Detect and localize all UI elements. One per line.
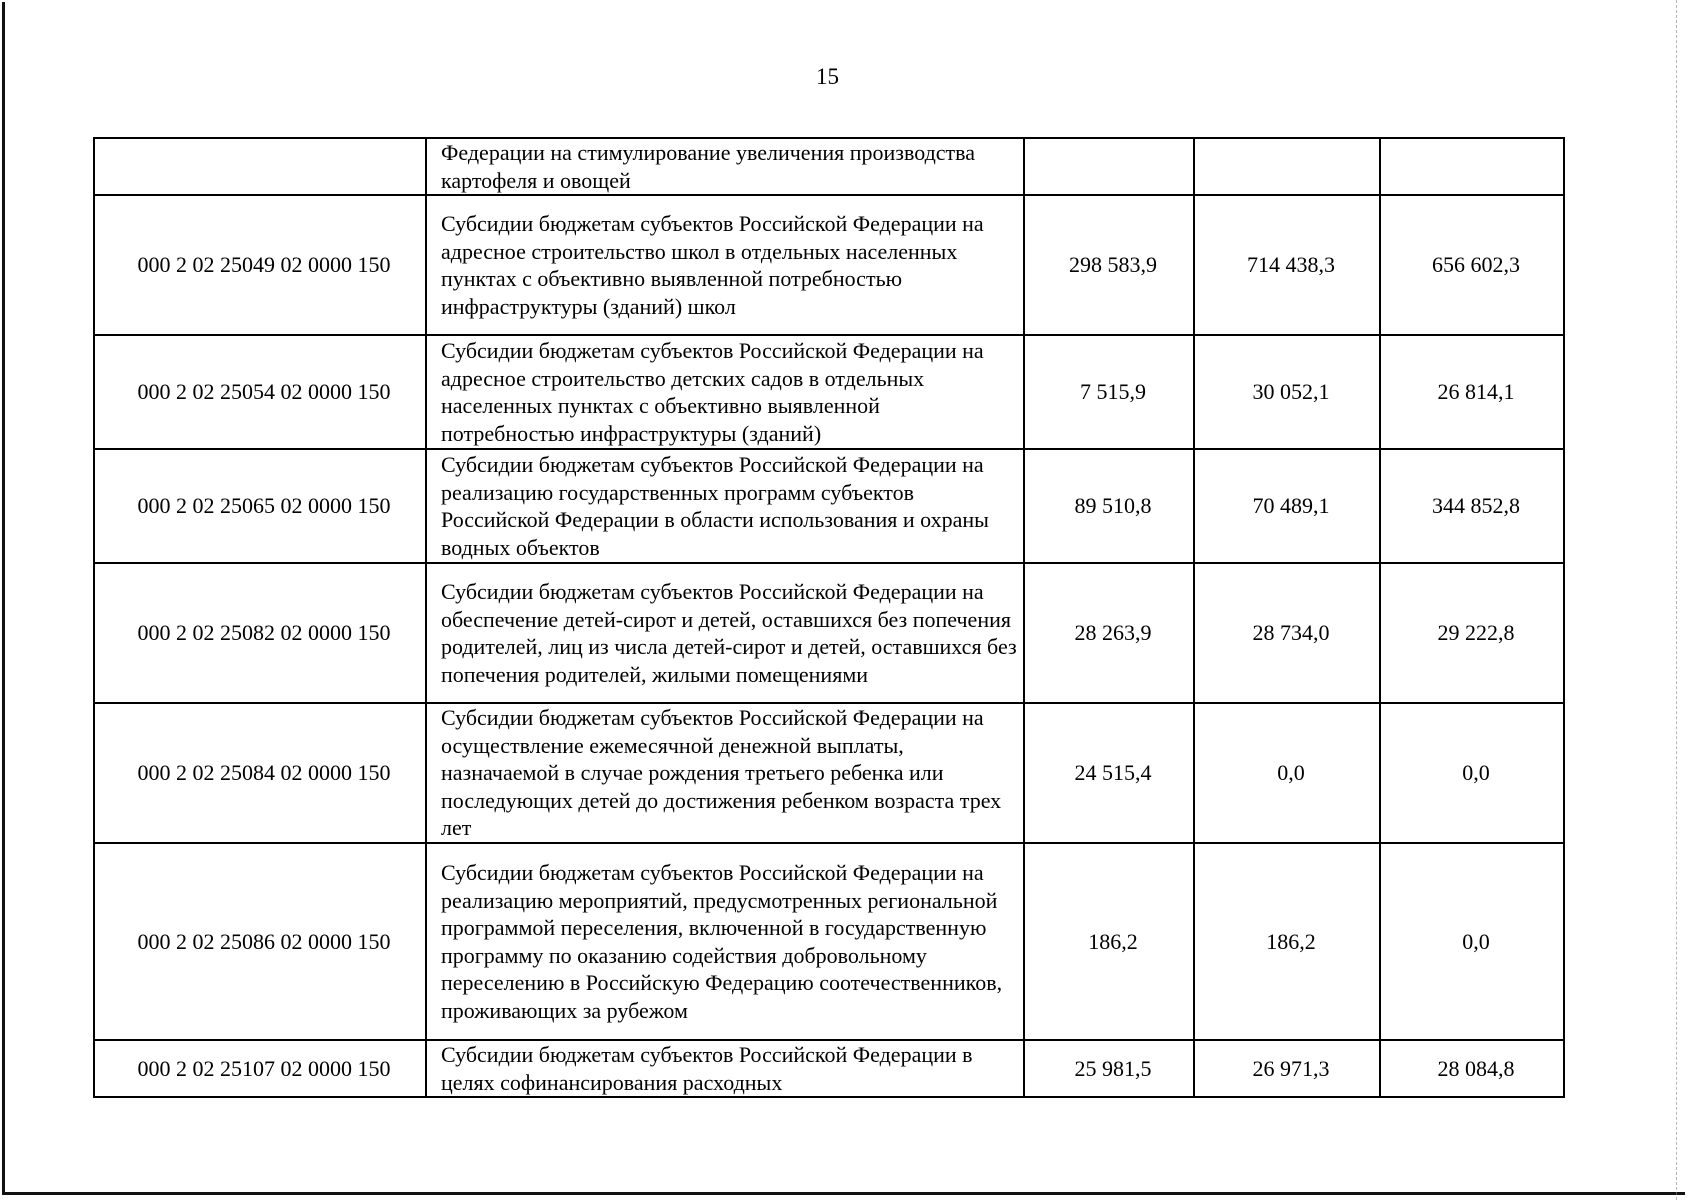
value-cell-3: 0,0: [1380, 703, 1564, 843]
page-number: 15: [816, 64, 839, 89]
value-cell-1: 186,2: [1024, 843, 1194, 1040]
description-cell: Субсидии бюджетам субъектов Российской Федерации на адресное строительство детских садов в отдельных населенных пунктах с объективно выявленной потребностью инфраструктуры (зданий): [426, 335, 1024, 449]
value-cell-3: 0,0: [1380, 843, 1564, 1040]
budget-code-cell: 000 2 02 25082 02 0000 150: [94, 563, 426, 703]
value-cell-3: 344 852,8: [1380, 449, 1564, 563]
value-cell-1: [1024, 138, 1194, 195]
description-cell: Субсидии бюджетам субъектов Российской Федерации на реализацию мероприятий, предусмотренных региональной программой переселения, включенной в государственную программу по оказанию содействия добровольному переселению в Российскую Федерацию соотечественников, проживающих за рубежом: [426, 843, 1024, 1040]
description-cell: Федерации на стимулирование увеличения производства картофеля и овощей: [426, 138, 1024, 195]
value-cell-2: 28 734,0: [1194, 563, 1380, 703]
value-cell-2: 30 052,1: [1194, 335, 1380, 449]
value-cell-1: 28 263,9: [1024, 563, 1194, 703]
budget-code-cell: 000 2 02 25065 02 0000 150: [94, 449, 426, 563]
value-cell-2: [1194, 138, 1380, 195]
value-cell-1: 24 515,4: [1024, 703, 1194, 843]
budget-code-cell: [94, 138, 426, 195]
value-cell-3: 656 602,3: [1380, 195, 1564, 335]
table-row: [94, 138, 1564, 195]
value-cell-1: 25 981,5: [1024, 1040, 1194, 1097]
value-cell-2: 0,0: [1194, 703, 1380, 843]
budget-code-cell: 000 2 02 25086 02 0000 150: [94, 843, 426, 1040]
value-cell-2: 26 971,3: [1194, 1040, 1380, 1097]
budget-code-cell: 000 2 02 25049 02 0000 150: [94, 195, 426, 335]
budget-code-cell: 000 2 02 25084 02 0000 150: [94, 703, 426, 843]
description-cell: Субсидии бюджетам субъектов Российской Федерации на адресное строительство школ в отдельных населенных пунктах с объективно выявленной потребностью инфраструктуры (зданий) школ: [426, 195, 1024, 335]
table-row: [94, 1040, 1564, 1097]
scan-edge-line: [1676, 0, 1677, 1200]
value-cell-1: 89 510,8: [1024, 449, 1194, 563]
table-row: [94, 195, 1564, 335]
value-cell-2: 70 489,1: [1194, 449, 1380, 563]
value-cell-1: 298 583,9: [1024, 195, 1194, 335]
description-cell: Субсидии бюджетам субъектов Российской Федерации на реализацию государственных программ субъектов Российской Федерации в области использования и охраны водных объектов: [426, 449, 1024, 563]
value-cell-2: 714 438,3: [1194, 195, 1380, 335]
table-row: [94, 563, 1564, 703]
value-cell-3: 29 222,8: [1380, 563, 1564, 703]
value-cell-3: 26 814,1: [1380, 335, 1564, 449]
budget-table: [93, 137, 1565, 1098]
budget-code-cell: 000 2 02 25054 02 0000 150: [94, 335, 426, 449]
value-cell-1: 7 515,9: [1024, 335, 1194, 449]
value-cell-3: [1380, 138, 1564, 195]
description-cell: Субсидии бюджетам субъектов Российской Федерации в целях софинансирования расходных: [426, 1040, 1024, 1097]
table-row: [94, 335, 1564, 449]
table-row: [94, 703, 1564, 843]
table-row: [94, 843, 1564, 1040]
value-cell-2: 186,2: [1194, 843, 1380, 1040]
budget-code-cell: 000 2 02 25107 02 0000 150: [94, 1040, 426, 1097]
value-cell-3: 28 084,8: [1380, 1040, 1564, 1097]
description-cell: Субсидии бюджетам субъектов Российской Федерации на осуществление ежемесячной денежной выплаты, назначаемой в случае рождения третьего ребенка или последующих детей до достижения ребенком возраста трех лет: [426, 703, 1024, 843]
description-cell: Субсидии бюджетам субъектов Российской Федерации на обеспечение детей-сирот и детей, оставшихся без попечения родителей, лиц из числа детей-сирот и детей, оставшихся без попечения родителей, жилыми помещениями: [426, 563, 1024, 703]
table-row: [94, 449, 1564, 563]
